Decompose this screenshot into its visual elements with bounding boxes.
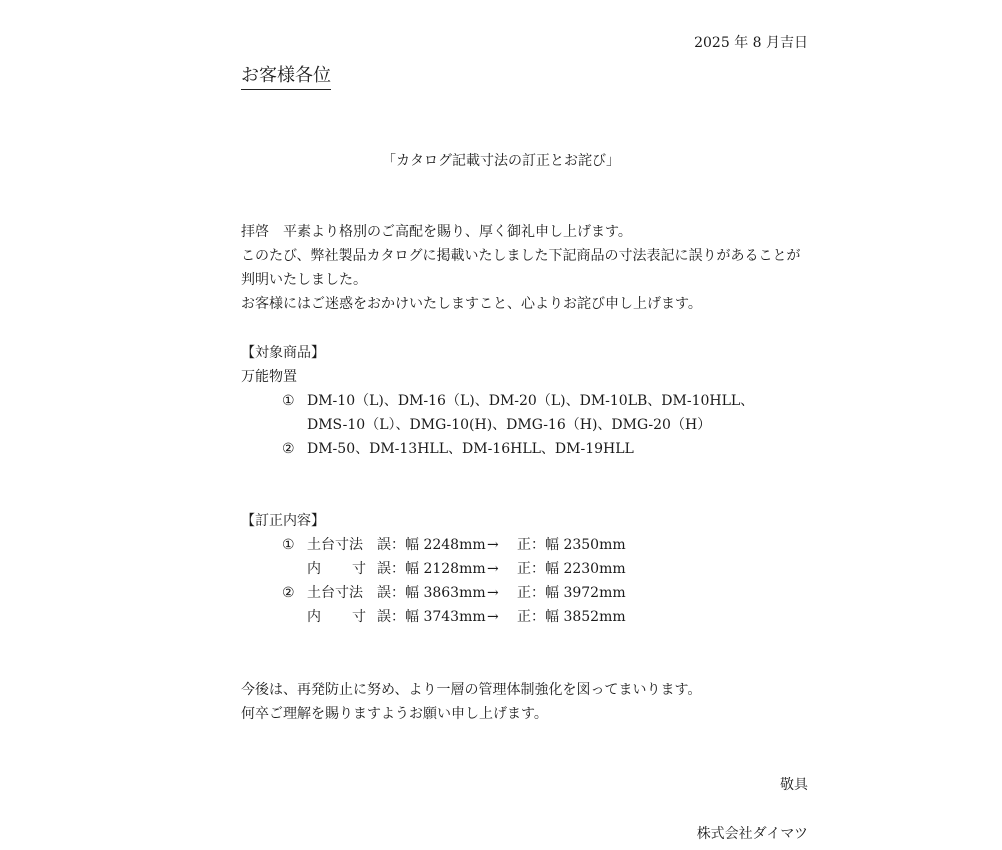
correction-number: ② [282,585,295,601]
product-category: 万能物置 [241,369,297,385]
correction-item: 土台寸法 [307,585,363,601]
product-group-number: ② [282,441,295,457]
product-group-number: ① [282,393,295,409]
letter-title: 「カタログ記載寸法の訂正とお詫び」 [382,153,620,169]
arrow-icon: → [487,585,499,601]
arrow-icon: → [487,609,499,625]
correction-right-value: 正：幅 2350mm [517,537,626,553]
products-heading: 【対象商品】 [241,345,325,361]
correction-item-part: 寸 [352,609,366,625]
intro-line: このたび、弊社製品カタログに掲載いたしました下記商品の寸法表記に誤りがあることが [241,248,801,264]
correction-right-value: 正：幅 3852mm [517,609,626,625]
outro-line: 何卒ご理解を賜りますようお願い申し上げます。 [241,706,548,722]
closing-phrase: 敬具 [780,777,808,793]
company-name: 株式会社ダイマツ [696,826,808,842]
correction-wrong-value: 誤：幅 2128mm [377,561,486,577]
correction-right-value: 正：幅 2230mm [517,561,626,577]
correction-right-value: 正：幅 3972mm [517,585,626,601]
product-model-list: DM-50、DM-13HLL、DM-16HLL、DM-19HLL [307,441,634,457]
correction-number: ① [282,537,295,553]
intro-line: お客様にはご迷惑をおかけいたしますこと、心よりお詫び申し上げます。 [241,296,702,312]
correction-wrong-value: 誤：幅 3743mm [377,609,486,625]
arrow-icon: → [487,561,499,577]
correction-wrong-value: 誤：幅 2248mm [377,537,486,553]
intro-line: 判明いたしました。 [241,272,367,288]
product-model-list: DMS-10（L）、DMG-10(H)、DMG-16（H)、DMG-20（H） [307,417,712,433]
addressee: お客様各位 [241,64,331,90]
letter-date: 2025 年 8 月吉日 [694,35,808,51]
correction-item-part: 内 [307,609,321,625]
corrections-heading: 【訂正内容】 [241,513,325,529]
correction-item-part: 内 [307,561,321,577]
correction-item: 土台寸法 [307,537,363,553]
product-model-list: DM-10（L)、DM-16（L)、DM-20（L)、DM-10LB、DM-10HLL、 [307,393,755,409]
correction-item-part: 寸 [352,561,366,577]
arrow-icon: → [487,537,499,553]
intro-line: 拝啓 平素より格別のご高配を賜り、厚く御礼申し上げます。 [241,224,632,240]
outro-line: 今後は、再発防止に努め、より一層の管理体制強化を図ってまいります。 [241,682,702,698]
correction-wrong-value: 誤：幅 3863mm [377,585,486,601]
